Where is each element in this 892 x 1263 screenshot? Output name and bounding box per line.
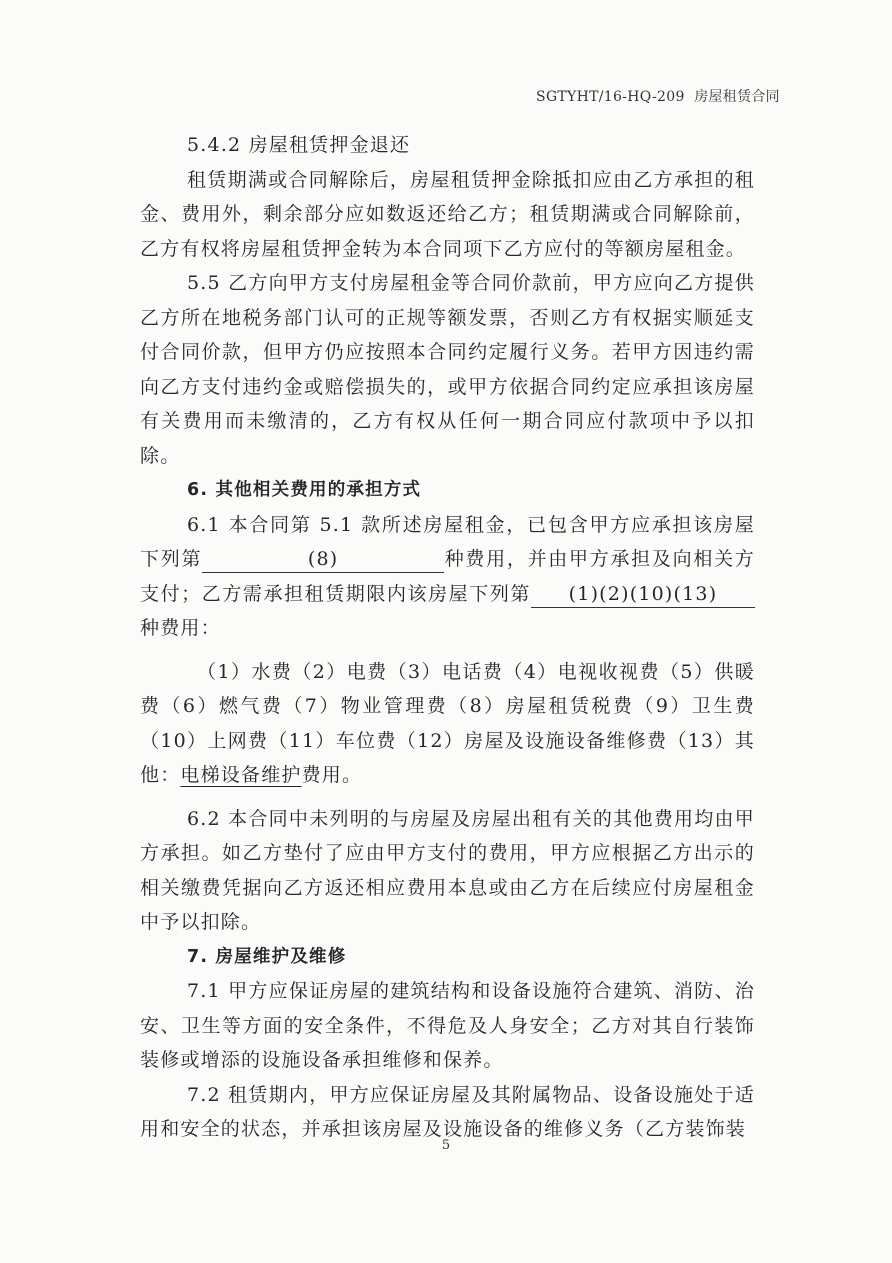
fee-list bbox=[140, 655, 755, 793]
clause-6-1-text-c: 种费用： bbox=[140, 617, 221, 639]
fee-list-items: （1）水费（2）电费（3）电话费（4）电视收视费（5）供暖费（6）燃气费（7）物业管理费（8）房屋租赁税费（9）卫生费（10）上网费（11）车位费（12）房屋及设施设备维修费（13）其他： bbox=[140, 660, 755, 786]
doc-title: 房屋租赁合同 bbox=[694, 89, 780, 105]
clause-6-1-text-b: 种费用，并由甲方承担及向相关方支付；乙方需承担租赁期限内该房屋下列第 bbox=[140, 548, 755, 605]
section-6-heading: 6. 其他相关费用的承担方式 bbox=[187, 480, 422, 500]
clause-6-1-text-a: 6.1 本合同第 5.1 款所述房屋租金，已包含甲方应承担该房屋下列第 bbox=[140, 513, 755, 570]
fill-blank-other-fee: 电梯设备维护 bbox=[180, 764, 302, 786]
fill-blank-tenant-fees: (1)(2)(10)(13) bbox=[531, 581, 755, 608]
section-7-heading: 7. 房屋维护及维修 bbox=[187, 946, 347, 967]
clause-7-1: 7.1 甲方应保证房屋的建筑结构和设备设施符合建筑、消防、治安、卫生等方面的安全条件，不得危及人身安全；乙方对其自行装饰装修或增添的设施设备承担维修和保养。 bbox=[140, 980, 755, 1071]
clause-5-4-2-body: 租赁期满或合同解除后，房屋租赁押金除抵扣应由乙方承担的租金、费用外，剩余部分应如数返还给乙方；租赁期满或合同解除前，乙方有权将房屋租赁押金转为本合同项下乙方应付的等额房屋租金。 bbox=[140, 168, 755, 260]
fill-blank-landlord-fees: (8) bbox=[202, 546, 444, 573]
fee-list-tail: 费用。 bbox=[301, 764, 363, 786]
page-number: 5 bbox=[441, 1138, 451, 1153]
contract-body bbox=[140, 128, 755, 1147]
doc-code: SGTYHT/16-HQ-209 bbox=[536, 89, 685, 105]
clause-5-4-2-title: 5.4.2 房屋租赁押金退还 bbox=[187, 134, 411, 156]
clause-5-5: 5.5 乙方向甲方支付房屋租金等合同价款前，甲方应向乙方提供乙方所在地税务部门认可的正规等额发票，否则乙方有权据实顺延支付合同价款，但甲方仍应按照本合同约定履行义务。若甲方因违约需向乙方支付违约金或赔偿损失的，或甲方依据合同约定应承担该房屋有关费用而未缴清的，乙方有权从任何一期合同应付款项中予以扣除。 bbox=[140, 272, 755, 467]
clause-6-2: 6.2 本合同中未列明的与房屋及房屋出租有关的其他费用均由甲方承担。如乙方垫付了应由甲方支付的费用，甲方应根据乙方出示的相关缴费凭据向乙方返还相应费用本息或由乙方在后续应付房屋租金中予以扣除。 bbox=[140, 807, 755, 933]
clause-7-2: 7.2 租赁期内，甲方应保证房屋及其附属物品、设备设施处于适用和安全的状态，并承担该房屋及设施设备的维修义务（乙方装饰装 bbox=[140, 1083, 755, 1140]
page-header bbox=[536, 86, 780, 106]
clause-6-1 bbox=[140, 508, 755, 646]
